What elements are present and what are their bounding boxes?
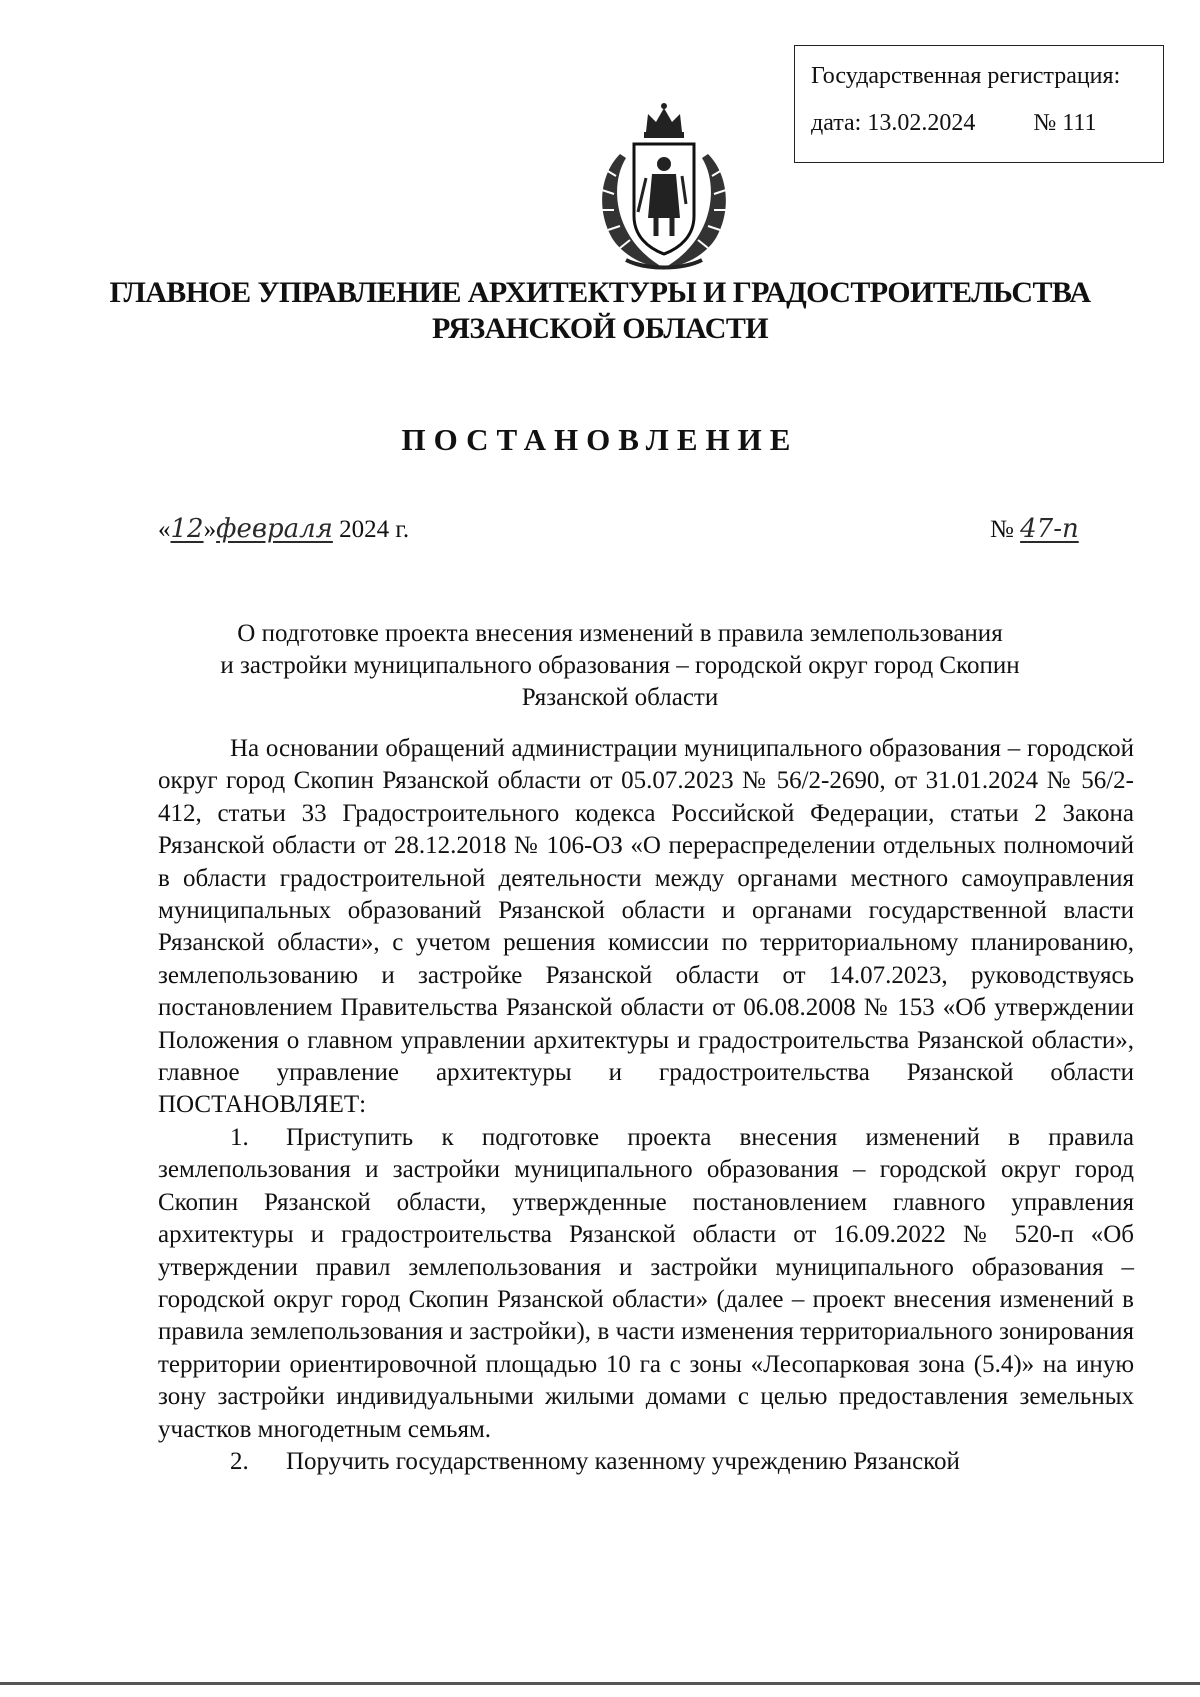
page-bottom-rule	[0, 1682, 1200, 1685]
organization-name	[0, 275, 1200, 347]
item-number: 2.	[230, 1447, 249, 1475]
registration-title: Государственная регистрация:	[811, 63, 1121, 89]
date-year: 2024 г.	[332, 516, 410, 543]
list-item	[158, 1122, 1134, 1446]
registration-stamp	[794, 45, 1164, 163]
document-body	[158, 733, 1134, 1478]
organization-line-2: РЯЗАНСКОЙ ОБЛАСТИ	[432, 312, 768, 345]
title-line-1: О подготовке проекта внесения изменений в правила землепользования	[237, 620, 1003, 647]
number-label: №	[990, 516, 1014, 543]
registration-date: дата: 13.02.2024	[811, 109, 976, 136]
document-date	[158, 514, 409, 544]
date-month: февраля	[216, 514, 333, 544]
document-number	[990, 514, 1079, 544]
title-line-2: и застройки муниципального образования – городской округ город Скопин	[220, 652, 1020, 679]
document-title	[150, 618, 1090, 714]
document-type: ПОСТАНОВЛЕНИЕ	[401, 422, 799, 457]
title-line-3: Рязанской области	[521, 684, 719, 711]
item-text: Поручить государственному казенному учреждению Рязанской	[286, 1447, 960, 1475]
item-text: Приступить к подготовке проекта внесения изменений в правила землепользования и застройки муниципального образования – городской округ город Скопин Рязанской области, утвержденные постановлением главного управления архитектуры и градостроительства Рязанской области от 16.09.2022 № 520-п «Об утверждении правил землепользования и застройки муниципального образования – городской округ город Скопин Рязанской области» (далее – проект внесения изменений в правила землепользования и застройки), в части изменения территориального зонирования территории ориентировочной площадью 10 га с зоны «Лесопарковая зона (5.4)» на иную зону застройки индивидуальными жилыми домами с целью предоставления земельных участков многодетным семьям.	[158, 1123, 1134, 1443]
list-item	[158, 1446, 1134, 1478]
organization-line-1: ГЛАВНОЕ УПРАВЛЕНИЕ АРХИТЕКТУРЫ И ГРАДОСТРОИТЕЛЬСТВА	[109, 276, 1091, 309]
registration-number: № 111	[1033, 109, 1097, 136]
date-close-quote: »	[203, 516, 217, 543]
number-value: 47-п	[1020, 514, 1079, 544]
ryazan-coat-of-arms-icon	[586, 100, 742, 272]
date-open-quote: «	[158, 516, 171, 543]
date-day: 12	[170, 514, 204, 544]
registration-details	[811, 109, 1163, 138]
preamble-paragraph: На основании обращений администрации муниципального образования – городской округ город Скопин Рязанской области от 05.07.2023 № 56/2-2690, от 31.01.2024 № 56/2-412, статьи 33 Градостроительного кодекса Российской Федерации, статьи 2 Закона Рязанской области от 28.12.2018 № 106-ОЗ «О перераспределении отдельных полномочий в области градостроительной деятельности между органами местного самоуправления муниципальных образований Рязанской области и органами государственной власти Рязанской области», с учетом решения комиссии по территориальному планированию, землепользованию и застройке Рязанской области от 14.07.2023, руководствуясь постановлением Правительства Рязанской области от 06.08.2008 № 153 «Об утверждении Положения о главном управлении архитектуры и градостроительства Рязанской области», главное управление архитектуры и градостроительства Рязанской области ПОСТАНОВЛЯЕТ:	[158, 735, 1134, 1119]
item-number: 1.	[230, 1123, 249, 1151]
